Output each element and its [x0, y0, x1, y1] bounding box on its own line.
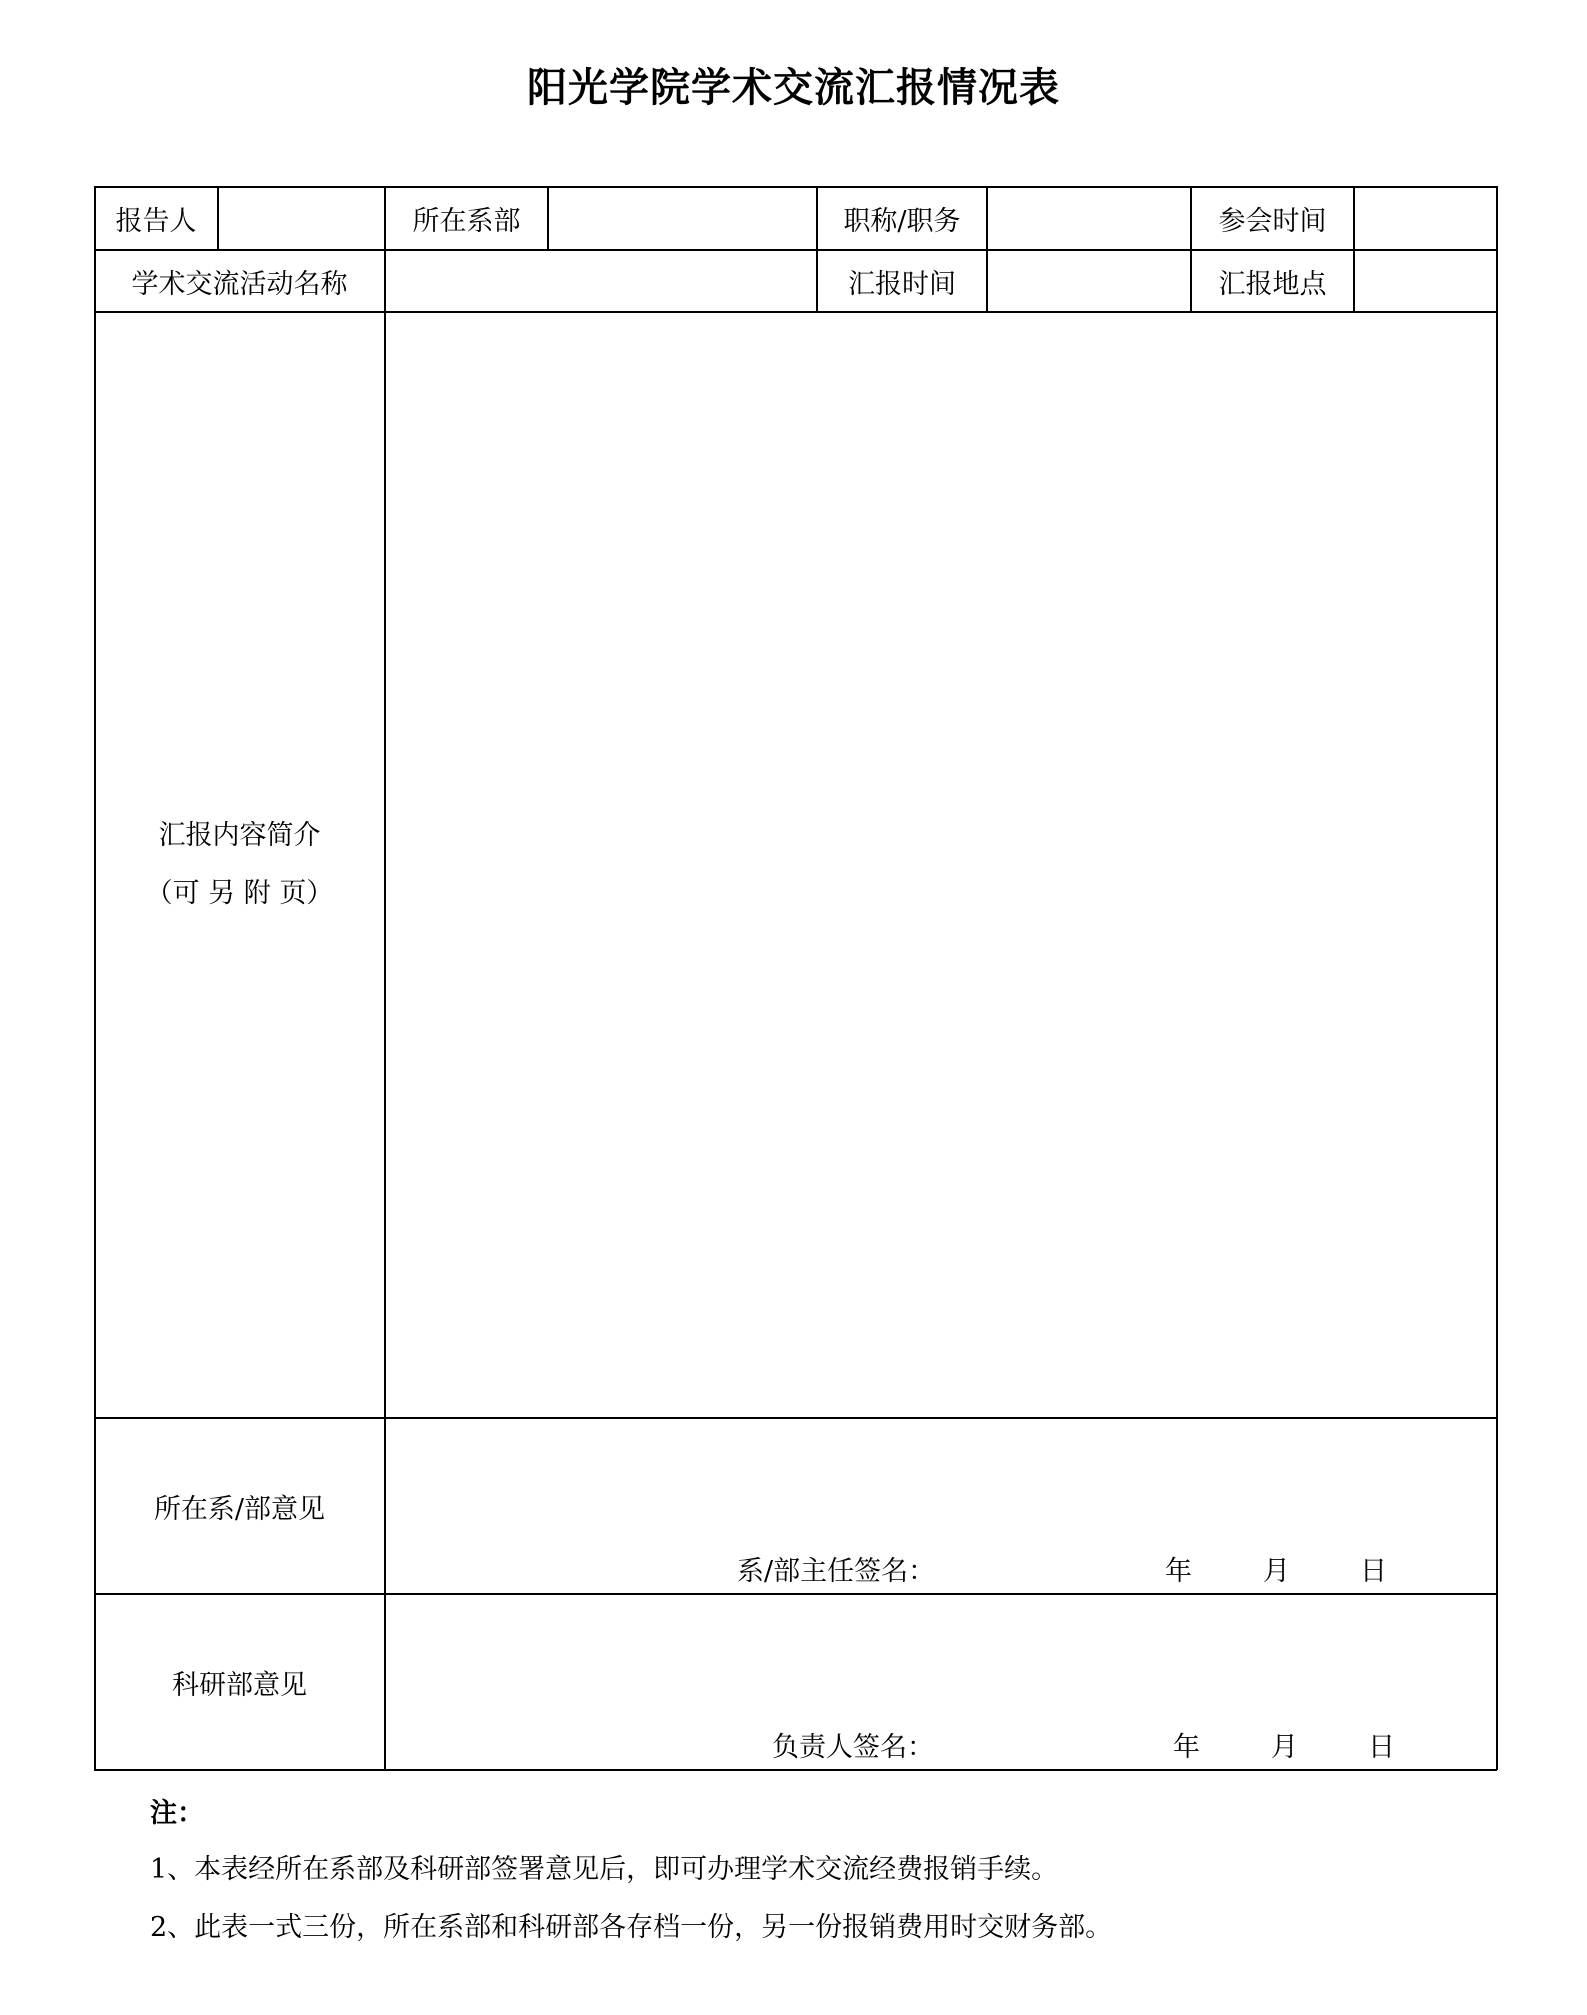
report-place-field[interactable]: [1355, 251, 1496, 311]
summary-label-line1: 汇报内容简介: [158, 820, 321, 851]
department-opinion-label: 所在系/部意见: [153, 1493, 326, 1525]
reporter-field[interactable]: [219, 188, 384, 249]
activity-name-field[interactable]: [386, 251, 816, 311]
summary-label-line2: （可 另 附 页）: [145, 878, 334, 909]
department-sign-day: 日: [1360, 1556, 1387, 1587]
activity-name-label: 学术交流活动名称: [131, 268, 348, 300]
department-head-signature-label: 系/部主任签名：: [737, 1556, 936, 1587]
report-time-label: 汇报时间: [848, 268, 956, 300]
note-item: 1、本表经所在系部及科研部签署意见后，即可办理学术交流经费报销手续。: [150, 1854, 1059, 1885]
meeting-time-label: 参会时间: [1218, 206, 1327, 237]
department-sign-month: 月: [1263, 1556, 1290, 1587]
table-border-right: [1496, 186, 1498, 1770]
position-field[interactable]: [988, 188, 1190, 249]
page-title: 阳光学院学术交流汇报情况表: [527, 65, 1060, 111]
reporter-label: 报告人: [115, 206, 197, 237]
report-place-label: 汇报地点: [1218, 268, 1327, 300]
research-sign-month: 月: [1271, 1732, 1298, 1763]
department-field[interactable]: [549, 188, 816, 249]
department-opinion-field[interactable]: [386, 1419, 1496, 1593]
research-head-signature-label: 负责人签名：: [772, 1732, 934, 1763]
research-opinion-field[interactable]: [386, 1595, 1496, 1769]
position-label: 职称/职务: [843, 206, 961, 237]
research-sign-year: 年: [1173, 1732, 1200, 1763]
research-opinion-label: 科研部意见: [172, 1669, 307, 1701]
department-sign-year: 年: [1165, 1556, 1192, 1587]
summary-content-field[interactable]: [386, 313, 1496, 1417]
note-item: 2、此表一式三份，所在系部和科研部各存档一份，另一份报销费用时交财务部。: [150, 1912, 1113, 1943]
table-border-bottom: [94, 1769, 1497, 1771]
department-label: 所在系部: [412, 206, 521, 237]
report-time-field[interactable]: [988, 251, 1190, 311]
notes-heading: 注：: [150, 1798, 204, 1829]
research-sign-day: 日: [1368, 1732, 1395, 1763]
summary-label: [95, 313, 384, 1417]
meeting-time-field[interactable]: [1355, 188, 1496, 249]
